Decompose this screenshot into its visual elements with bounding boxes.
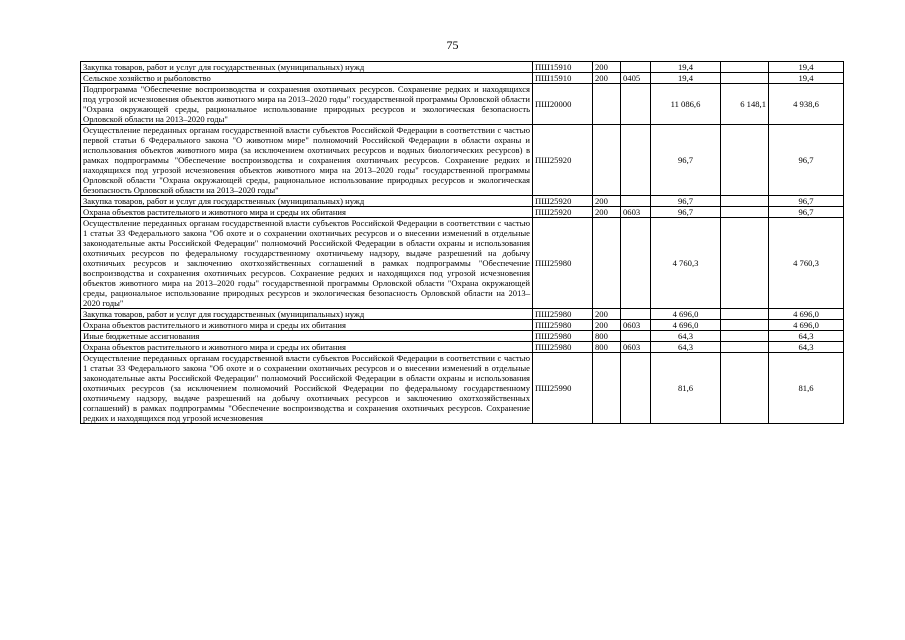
total-amount-cell: 64,3 <box>651 342 721 353</box>
federal-amount-cell <box>721 207 769 218</box>
federal-amount-cell <box>721 125 769 196</box>
federal-amount-cell <box>721 73 769 84</box>
expense-type-cell: 200 <box>593 309 621 320</box>
target-article-code-cell: ПШ25980 <box>533 331 593 342</box>
total-amount-cell: 19,4 <box>651 62 721 73</box>
expense-type-cell: 800 <box>593 342 621 353</box>
item-name-cell: Охрана объектов растительного и животного мира и среды их обитания <box>81 342 533 353</box>
regional-amount-cell: 96,7 <box>769 207 844 218</box>
expense-type-cell: 200 <box>593 73 621 84</box>
page-number: 75 <box>446 38 459 52</box>
federal-amount-cell <box>721 196 769 207</box>
target-article-code-cell: ПШ25920 <box>533 207 593 218</box>
expense-type-cell: 200 <box>593 62 621 73</box>
section-subsection-cell <box>621 331 651 342</box>
item-name-cell: Иные бюджетные ассигнования <box>81 331 533 342</box>
regional-amount-cell: 96,7 <box>769 196 844 207</box>
item-name-cell: Осуществление переданных органам государственной власти субъектов Российской Федерации в соответствии с частью 1 статьи 33 Федерального закона "Об охоте и о сохранении охотничьих ресурсов и о внесении изменений в отдельные законодательные акты Российской Федерации" полномочий Российской Федерации в области охраны и использования охотничьих ресурсов (за исключением полномочий Российской Федерации по федеральному государственному охотничьему надзору, выдаче разрешений на добычу охотничьих ресурсов и заключению охотхозяйственных соглашений) в рамках подпрограммы "Обеспечение воспроизводства и сохранения охотничьих ресурсов. Сохранение редких и находящихся под угрозой исчезновения <box>81 353 533 424</box>
table-row <box>81 84 844 125</box>
target-article-code-cell: ПШ25980 <box>533 218 593 309</box>
regional-amount-cell: 81,6 <box>769 353 844 424</box>
table-row <box>81 125 844 196</box>
table-row <box>81 207 844 218</box>
regional-amount-cell: 19,4 <box>769 62 844 73</box>
total-amount-cell: 96,7 <box>651 125 721 196</box>
item-name-cell: Закупка товаров, работ и услуг для государственных (муниципальных) нужд <box>81 309 533 320</box>
item-name-cell: Осуществление переданных органам государственной власти субъектов Российской Федерации в соответствии с частью 1 статьи 33 Федерального закона "Об охоте и о сохранении охотничьих ресурсов и о внесении изменений в отдельные законодательные акты Российской Федерации" полномочий Российской Федерации в области охраны и использования охотничьих ресурсов по федеральному государственному охотничьему надзору, выдаче разрешений на добычу охотничьих ресурсов и заключению охотхозяйственных соглашений в рамках подпрограммы "Обеспечение воспроизводства и сохранения охотничьих ресурсов. Сохранение редких и находящихся под угрозой исчезновения объектов животного мира на 2013–2020 годы" государственной программы Орловской области "Охрана окружающей среды, рациональное использование природных ресурсов и экологическая безопасность Орловской области на 2013–2020 годы" <box>81 218 533 309</box>
table-body <box>81 62 844 424</box>
table-row <box>81 196 844 207</box>
regional-amount-cell: 4 696,0 <box>769 320 844 331</box>
target-article-code-cell: ПШ25920 <box>533 196 593 207</box>
table-row <box>81 218 844 309</box>
expense-type-cell <box>593 353 621 424</box>
table-row <box>81 320 844 331</box>
total-amount-cell: 64,3 <box>651 331 721 342</box>
section-subsection-cell <box>621 218 651 309</box>
federal-amount-cell <box>721 320 769 331</box>
item-name-cell: Охрана объектов растительного и животного мира и среды их обитания <box>81 320 533 331</box>
section-subsection-cell <box>621 84 651 125</box>
target-article-code-cell: ПШ15910 <box>533 62 593 73</box>
expense-type-cell: 200 <box>593 196 621 207</box>
section-subsection-cell <box>621 196 651 207</box>
section-subsection-cell <box>621 62 651 73</box>
regional-amount-cell: 4 696,0 <box>769 309 844 320</box>
table-row <box>81 309 844 320</box>
target-article-code-cell: ПШ25980 <box>533 342 593 353</box>
section-subsection-cell: 0603 <box>621 207 651 218</box>
expense-type-cell <box>593 125 621 196</box>
federal-amount-cell <box>721 309 769 320</box>
section-subsection-cell: 0603 <box>621 320 651 331</box>
total-amount-cell: 19,4 <box>651 73 721 84</box>
regional-amount-cell: 4 760,3 <box>769 218 844 309</box>
expense-type-cell <box>593 84 621 125</box>
section-subsection-cell: 0405 <box>621 73 651 84</box>
expense-type-cell: 200 <box>593 320 621 331</box>
item-name-cell: Подпрограмма "Обеспечение воспроизводства и сохранения охотничьих ресурсов. Сохранение редких и находящихся под угрозой исчезновения объектов животного мира на 2013–2020 годы" государственной программы Орловской области "Охрана окружающей среды, рациональное использование природных ресурсов и экологическая безопасность Орловской области на 2013–2020 годы" <box>81 84 533 125</box>
table-row <box>81 342 844 353</box>
total-amount-cell: 81,6 <box>651 353 721 424</box>
federal-amount-cell <box>721 62 769 73</box>
section-subsection-cell <box>621 125 651 196</box>
item-name-cell: Закупка товаров, работ и услуг для государственных (муниципальных) нужд <box>81 196 533 207</box>
section-subsection-cell <box>621 353 651 424</box>
total-amount-cell: 11 086,6 <box>651 84 721 125</box>
target-article-code-cell: ПШ20000 <box>533 84 593 125</box>
total-amount-cell: 96,7 <box>651 196 721 207</box>
total-amount-cell: 96,7 <box>651 207 721 218</box>
total-amount-cell: 4 760,3 <box>651 218 721 309</box>
table-row <box>81 331 844 342</box>
target-article-code-cell: ПШ25990 <box>533 353 593 424</box>
expense-type-cell: 200 <box>593 207 621 218</box>
item-name-cell: Закупка товаров, работ и услуг для государственных (муниципальных) нужд <box>81 62 533 73</box>
total-amount-cell: 4 696,0 <box>651 309 721 320</box>
federal-amount-cell: 6 148,1 <box>721 84 769 125</box>
target-article-code-cell: ПШ25980 <box>533 309 593 320</box>
item-name-cell: Сельское хозяйство и рыболовство <box>81 73 533 84</box>
table-row <box>81 73 844 84</box>
section-subsection-cell: 0603 <box>621 342 651 353</box>
table-row <box>81 62 844 73</box>
regional-amount-cell: 96,7 <box>769 125 844 196</box>
regional-amount-cell: 64,3 <box>769 342 844 353</box>
target-article-code-cell: ПШ15910 <box>533 73 593 84</box>
budget-table <box>80 61 844 424</box>
target-article-code-cell: ПШ25980 <box>533 320 593 331</box>
regional-amount-cell: 19,4 <box>769 73 844 84</box>
total-amount-cell: 4 696,0 <box>651 320 721 331</box>
item-name-cell: Охрана объектов растительного и животного мира и среды их обитания <box>81 207 533 218</box>
expense-type-cell <box>593 218 621 309</box>
item-name-cell: Осуществление переданных органам государственной власти субъектов Российской Федерации в соответствии с частью первой статьи 6 Федерального закона "О животном мире" полномочий Российской Федерации в области охраны и использования объектов животного мира (за исключением охотничьих ресурсов и водных биологических ресурсов) в рамках подпрограммы "Обеспечение воспроизводства и сохранения охотничьих ресурсов. Сохранение редких и находящихся под угрозой исчезновения объектов животного мира на 2013–2020 годы" государственной программы Орловской области "Охрана окружающей среды, рациональное использование природных ресурсов и экологическая безопасность Орловской области на 2013–2020 годы" <box>81 125 533 196</box>
section-subsection-cell <box>621 309 651 320</box>
federal-amount-cell <box>721 331 769 342</box>
table-row <box>81 353 844 424</box>
federal-amount-cell <box>721 218 769 309</box>
regional-amount-cell: 4 938,6 <box>769 84 844 125</box>
federal-amount-cell <box>721 353 769 424</box>
expense-type-cell: 800 <box>593 331 621 342</box>
federal-amount-cell <box>721 342 769 353</box>
regional-amount-cell: 64,3 <box>769 331 844 342</box>
target-article-code-cell: ПШ25920 <box>533 125 593 196</box>
